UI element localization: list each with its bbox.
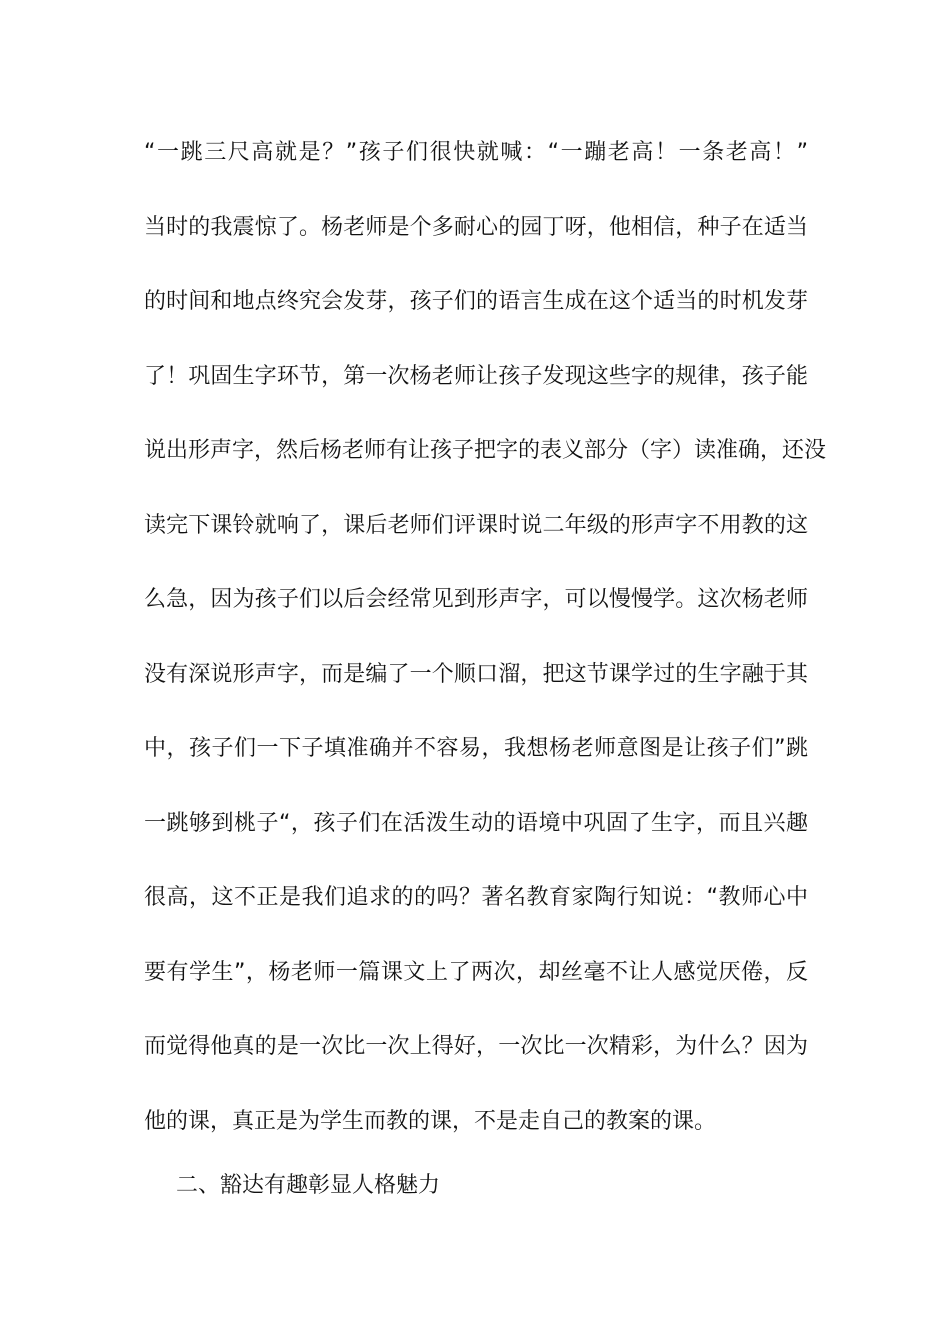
paragraph-line: 读完下课铃就响了，课后老师们评课时说二年级的形声字不用教的这 (144, 512, 808, 538)
paragraph-line: 说出形声字，然后杨老师有让孩子把字的表义部分（字）读准确，还没 (144, 438, 827, 463)
paragraph-line: 而觉得他真的是一次比一次上得好，一次比一次精彩，为什么？因为 (144, 1034, 808, 1059)
paragraph-line: 要有学生”，杨老师一篇课文上了两次，却丝毫不让人感觉厌倦，反 (144, 959, 808, 985)
section-heading: 二、豁达有趣彰显人格魅力 (176, 1173, 441, 1198)
paragraph-line: 很高，这不正是我们追求的的吗？著名教育家陶行知说：“教师心中 (144, 885, 808, 910)
body-paragraph (144, 116, 827, 1159)
paragraph-line: 没有深说形声字，而是编了一个顺口溜，把这节课学过的生字融于其 (144, 661, 808, 687)
paragraph-line: 的时间和地点终究会发芽，孩子们的语言生成在这个适当的时机发芽 (144, 289, 808, 314)
paragraph-line: “一跳三尺高就是？”孩子们很快就喊：“一蹦老高！一条老高！” (144, 140, 808, 165)
paragraph-line: 他的课，真正是为学生而教的课，不是走自己的教案的课。 (144, 1108, 717, 1134)
paragraph-line: 中，孩子们一下子填准确并不容易，我想杨老师意图是让孩子们”跳 (144, 736, 808, 761)
paragraph-line: 了！巩固生字环节，第一次杨老师让孩子发现这些字的规律，孩子能 (144, 363, 808, 389)
paragraph-line: 当时的我震惊了。杨老师是个多耐心的园丁呀，他相信，种子在适当 (144, 214, 808, 240)
paragraph-line: 么急，因为孩子们以后会经常见到形声字，可以慢慢学。这次杨老师 (144, 587, 808, 612)
paragraph-line: 一跳够到桃子“，孩子们在活泼生动的语境中巩固了生字，而且兴趣 (144, 810, 808, 836)
